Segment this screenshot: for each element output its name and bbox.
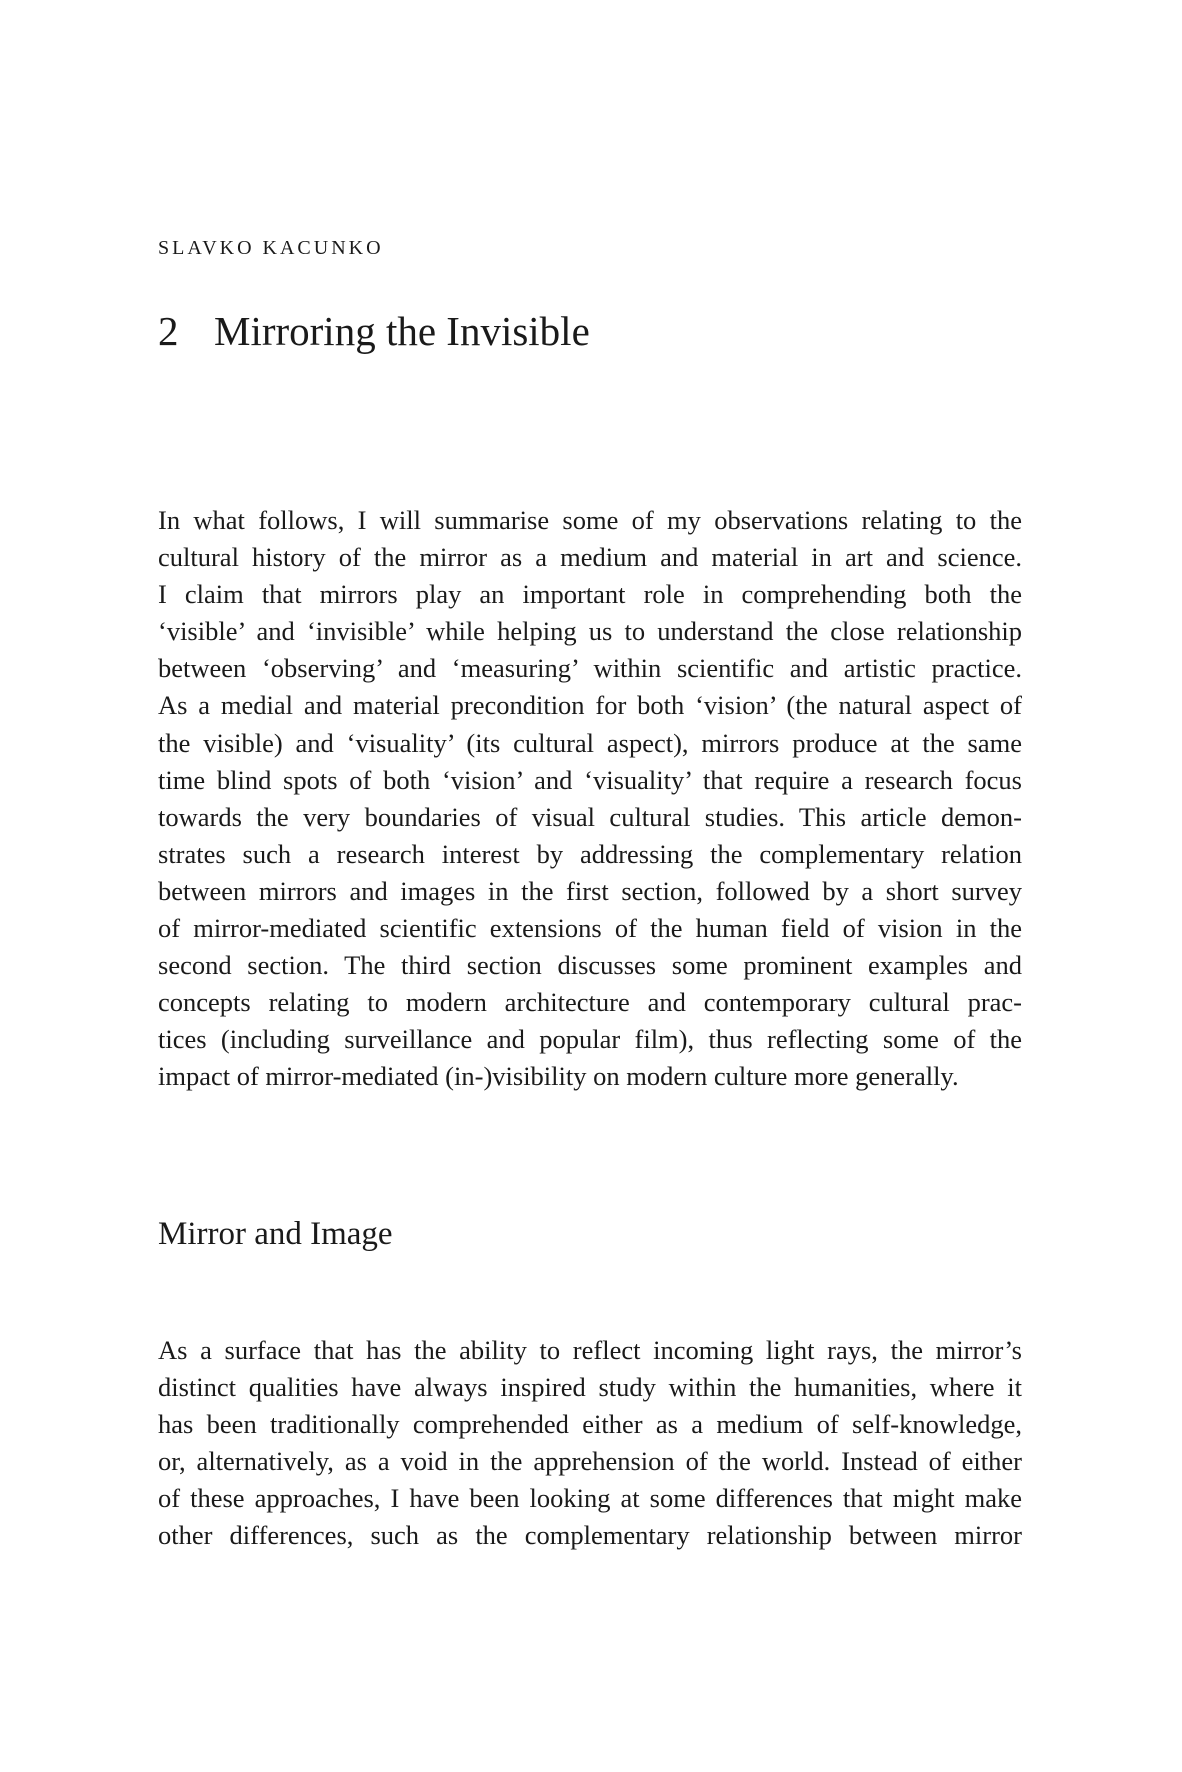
chapter-title (158, 305, 590, 357)
section-heading: Mirror and Image (158, 1216, 393, 1252)
intro-line: As a medial and material precondition for both ‘vision’ (the natural aspect of (158, 690, 1022, 721)
intro-line: cultural history of the mirror as a medium and material in art and science. (158, 542, 1022, 573)
intro-line: second section. The third section discusses some prominent examples and (158, 950, 1022, 981)
intro-line: strates such a research interest by addressing the complementary relation (158, 838, 1022, 869)
intro-line: I claim that mirrors play an important role in comprehending both the (158, 579, 1022, 610)
body-line: or, alternatively, as a void in the apprehension of the world. Instead of either (158, 1446, 1022, 1477)
intro-line: tices (including surveillance and popular film), thus reflecting some of the (158, 1024, 1022, 1055)
intro-line: towards the very boundaries of visual cultural studies. This article demon- (158, 801, 1022, 832)
body-line: distinct qualities have always inspired study within the humanities, where it (158, 1372, 1022, 1403)
intro-line: ‘visible’ and ‘invisible’ while helping us to understand the close relationship (158, 616, 1022, 647)
intro-line: of mirror-mediated scientific extensions of the human field of vision in the (158, 913, 1022, 944)
intro-line: impact of mirror-mediated (in-)visibility on modern culture more generally. (158, 1061, 959, 1092)
chapter-title-text: Mirroring the Invisible (214, 308, 590, 354)
intro-line: time blind spots of both ‘vision’ and ‘visuality’ that require a research focus (158, 764, 1022, 795)
intro-line: concepts relating to modern architecture and contemporary cultural prac- (158, 987, 1022, 1018)
intro-line: between mirrors and images in the first section, followed by a short survey (158, 875, 1022, 906)
intro-paragraph (158, 502, 1022, 1096)
body-paragraph (158, 1332, 1022, 1555)
body-line: other differences, such as the complementary relationship between mirror (158, 1520, 1022, 1551)
body-line: has been traditionally comprehended either as a medium of self-knowledge, (158, 1409, 1022, 1440)
body-line: of these approaches, I have been looking at some differences that might make (158, 1483, 1022, 1514)
body-line: As a surface that has the ability to reflect incoming light rays, the mirror’s (158, 1335, 1022, 1365)
running-header-author: SLAVKO KACUNKO (158, 237, 384, 259)
intro-line: In what follows, I will summarise some of my observations relating to the (158, 505, 1022, 535)
intro-line: the visible) and ‘visuality’ (its cultural aspect), mirrors produce at the same (158, 727, 1022, 758)
intro-line: between ‘observing’ and ‘measuring’ within scientific and artistic practice. (158, 653, 1022, 684)
chapter-number: 2 (158, 308, 179, 354)
